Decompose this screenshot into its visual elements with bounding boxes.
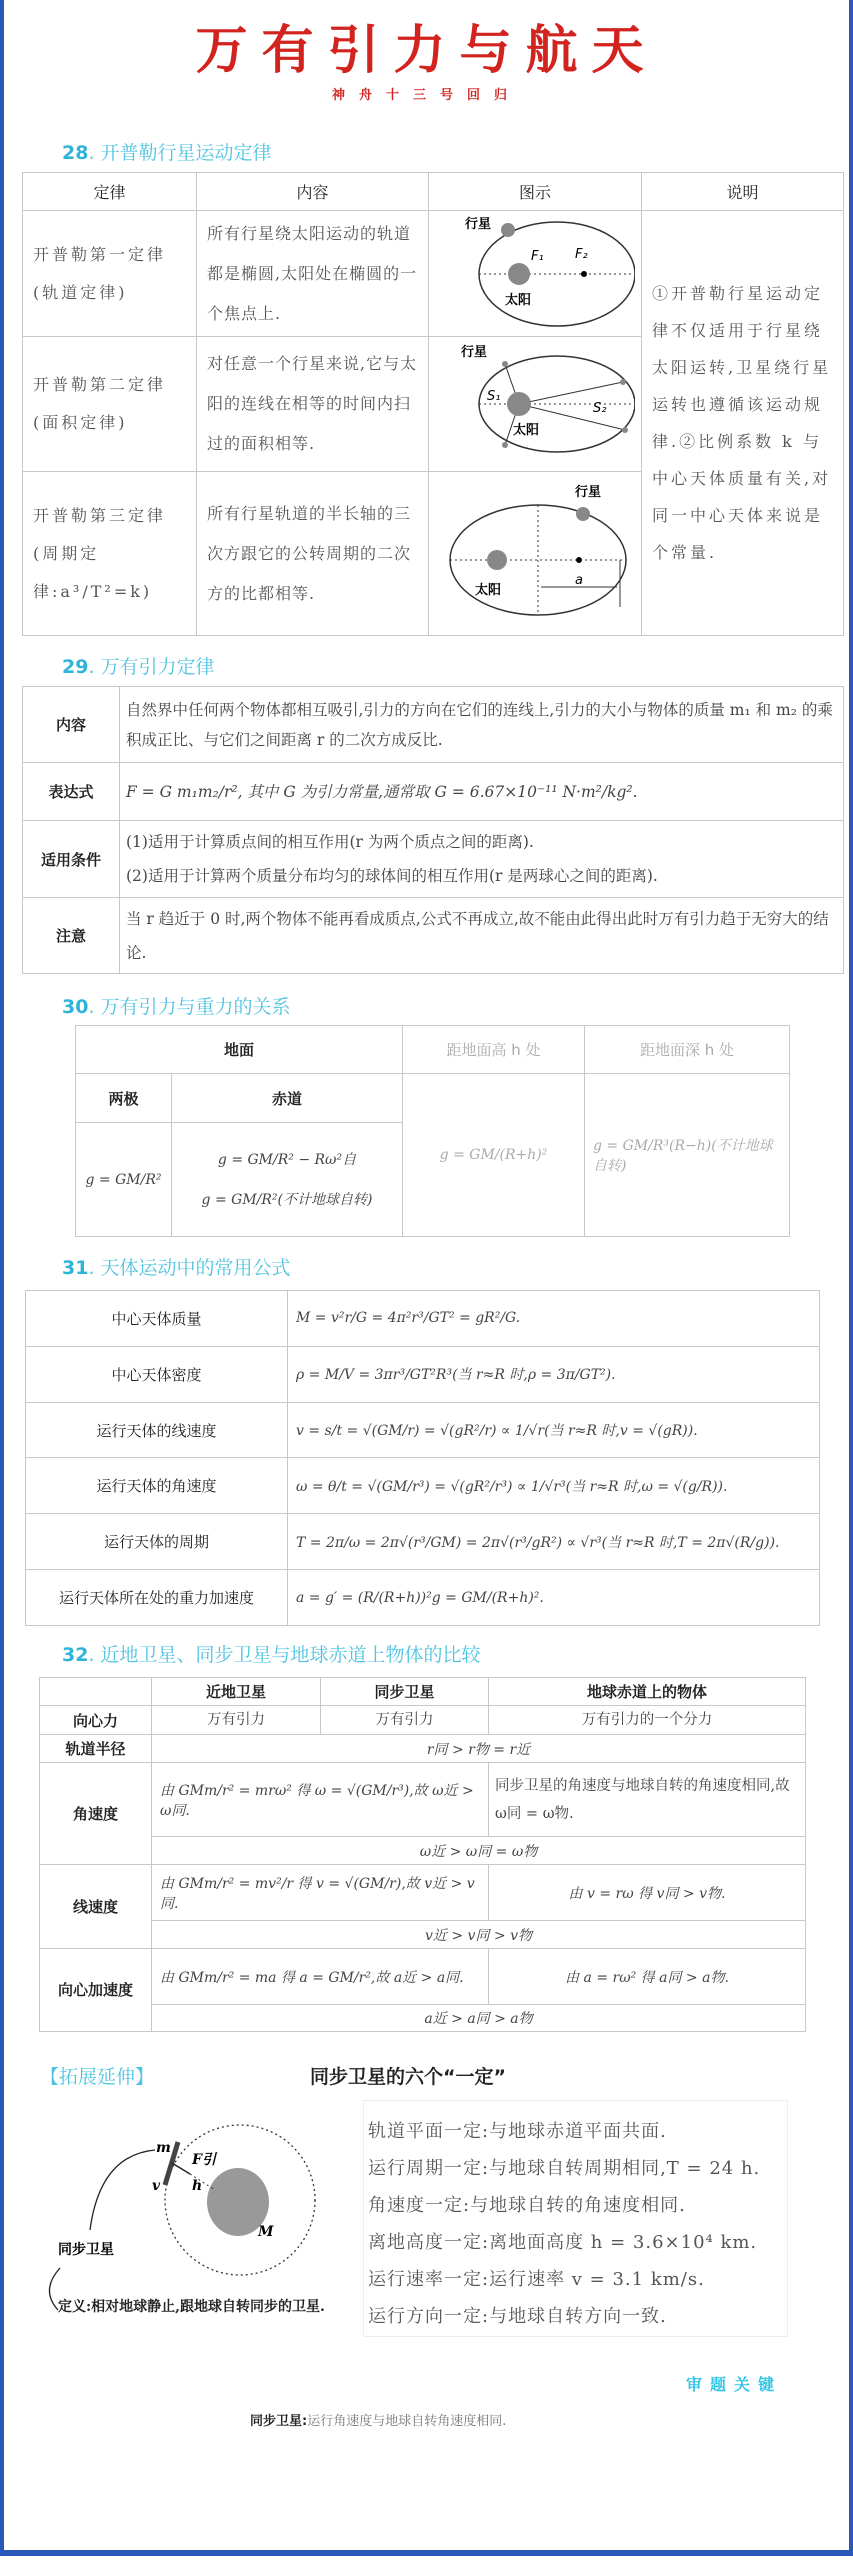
row-label: 内容 <box>23 687 120 763</box>
cell: 万有引力 <box>321 1706 489 1735</box>
sun-label: 太阳 <box>513 423 540 438</box>
law-alias: (面积定律) <box>33 413 128 432</box>
law-content: 所有行星轨道的半长轴的三次方跟它的公转周期的二次方的比都相等. <box>197 472 429 636</box>
force-label: F引 <box>192 2152 216 2168</box>
row-text: 自然界中任何两个物体都相互吸引,引力的方向在它们的连线上,引力的大小与物体的质量 m₁ 和 m₂ 的乘积成正比、与它们之间距离 r 的二次方成反比. <box>120 687 844 763</box>
satellite-label: 同步卫星 <box>58 2242 114 2258</box>
formula: ρ = M/V = 3πr³/GT²R³(当 r≈R 时,ρ = 3π/GT²). <box>288 1346 820 1402</box>
table-row <box>23 211 844 337</box>
law-name: 开普勒第二定律 <box>33 375 167 394</box>
section-28-heading: 28. 开普勒行星运动定律 <box>62 142 272 164</box>
earth-mass-label: M <box>258 2224 274 2240</box>
formula-depth: g = GM/R³(R−h)(不计地球自转) <box>585 1074 790 1237</box>
formula: a = g′ = (R/(R+h))²g = GM/(R+h)². <box>288 1570 820 1626</box>
section-32-heading: 32. 近地卫星、同步卫星与地球赤道上物体的比较 <box>62 1644 481 1666</box>
key-heading: 审题关键 <box>686 2375 783 2394</box>
header-ground: 地面 <box>76 1026 403 1074</box>
key-text <box>250 2410 506 2429</box>
cell: 同步卫星的角速度与地球自转的角速度相同,故 ω同 = ω物. <box>489 1763 806 1837</box>
height-label: h <box>192 2178 203 2194</box>
page-subtitle: 神舟十三号回归 <box>331 88 521 103</box>
page-title: 万有引力与航天 <box>195 21 658 81</box>
row-label: 表达式 <box>23 763 120 821</box>
row-label: 运行天体的角速度 <box>26 1458 288 1514</box>
satellite-definition: 定义:相对地球静止,跟地球自转同步的卫星. <box>58 2299 325 2315</box>
focus-label: F₁ <box>531 248 544 264</box>
area-label: S₂ <box>593 401 607 416</box>
section-title: 天体运动中的常用公式 <box>100 1257 291 1279</box>
row-label: 运行天体的线速度 <box>26 1402 288 1458</box>
table-row <box>26 1458 820 1514</box>
col-header: 同步卫星 <box>321 1678 489 1706</box>
cell: 万有引力的一个分力 <box>489 1706 806 1735</box>
formula: M = v²r/G = 4π²r³/GT² = gR²/G. <box>288 1291 820 1347</box>
mass-label: m <box>156 2140 171 2156</box>
satellite-comparison-table <box>39 1677 806 2032</box>
list-item: 角速度一定:与地球自转的角速度相同. <box>368 2195 686 2216</box>
key-value: 运行角速度与地球自转角速度相同. <box>307 2414 507 2429</box>
semi-axis-label: a <box>575 572 583 588</box>
table-row <box>26 1402 820 1458</box>
gravitation-law-table <box>22 686 844 974</box>
section-number: 32 <box>62 1644 89 1666</box>
section-number: 29 <box>62 656 89 678</box>
formula: T = 2π/ω = 2π√(r³/GM) = 2π√(r³/gR²) ∝ √r³(当 r≈R 时,T = 2π√(R/g)). <box>288 1514 820 1570</box>
list-item: 运行周期一定:与地球自转周期相同,T = 24 h. <box>368 2158 761 2179</box>
col-header: 近地卫星 <box>152 1678 321 1706</box>
formula-height: g = GM/(R+h)² <box>403 1074 585 1237</box>
extension-tag: 【拓展延伸】 <box>40 2066 155 2088</box>
col-header: 定律 <box>23 173 197 211</box>
header-equator: 赤道 <box>172 1074 403 1123</box>
kepler-table <box>22 172 844 636</box>
header-depth: 距地面深 h 处 <box>585 1026 790 1074</box>
velocity-label: v <box>152 2178 161 2194</box>
section-title: 近地卫星、同步卫星与地球赤道上物体的比较 <box>100 1644 481 1666</box>
row-label: 向心力 <box>40 1706 152 1735</box>
kepler-note: ①开普勒行星运动定律不仅适用于行星绕太阳运转,卫星绕行星运转也遵循该运动规律.②比例系数 k 与中心天体质量有关,对同一中心天体来说是个常量. <box>642 211 844 636</box>
equal-area-diagram <box>429 337 642 472</box>
table-row <box>26 1570 820 1626</box>
law-content: 所有行星绕太阳运动的轨道都是椭圆,太阳处在椭圆的一个焦点上. <box>197 211 429 337</box>
planet-label: 行星 <box>575 484 602 500</box>
row-text: (2)适用于计算两个质量分布均匀的球体间的相互作用(r 是两球心之间的距离). <box>126 867 658 885</box>
col-header: 内容 <box>197 173 429 211</box>
focus-label: F₂ <box>575 246 588 262</box>
header-height: 距地面高 h 处 <box>403 1026 585 1074</box>
cell: r同 > r物 = r近 <box>152 1735 806 1763</box>
section-number: 30 <box>62 996 89 1018</box>
law-name: 开普勒第三定律 <box>33 505 167 525</box>
row-text: (1)适用于计算质点间的相互作用(r 为两个质点之间的距离). <box>126 833 534 851</box>
row-label: 角速度 <box>40 1763 152 1865</box>
row-label: 适用条件 <box>23 821 120 898</box>
law-name: 开普勒第一定律 <box>33 244 167 264</box>
section-title: 万有引力与重力的关系 <box>100 996 291 1018</box>
row-label: 中心天体密度 <box>26 1346 288 1402</box>
list-item: 运行速率一定:运行速率 v = 3.1 km/s. <box>368 2269 705 2290</box>
ellipse-foci-diagram <box>429 211 642 337</box>
list-item: 运行方向一定:与地球自转方向一致. <box>368 2306 667 2327</box>
table-row <box>26 1514 820 1570</box>
cell: 由 a = rω² 得 a同 > a物. <box>489 1949 806 2005</box>
cell: 由 GMm/r² = mrω² 得 ω = √(GM/r³),故 ω近 > ω同. <box>152 1763 489 1837</box>
formula-equator-approx: g = GM/R²(不计地球自转) <box>201 1191 373 1208</box>
table-row <box>26 1291 820 1347</box>
law-content: 对任意一个行星来说,它与太阳的连线在相等的时间内扫过的面积相等. <box>197 337 429 472</box>
table-row <box>26 1346 820 1402</box>
section-30-heading: 30. 万有引力与重力的关系 <box>62 996 291 1018</box>
formula-pole: g = GM/R² <box>76 1123 172 1237</box>
row-label: 运行天体所在处的重力加速度 <box>26 1570 288 1626</box>
row-label: 线速度 <box>40 1865 152 1949</box>
area-label: S₁ <box>487 389 501 404</box>
extension-title: 同步卫星的六个“一定” <box>310 2066 506 2088</box>
section-29-heading: 29. 万有引力定律 <box>62 656 215 678</box>
row-label: 轨道半径 <box>40 1735 152 1763</box>
section-title: 万有引力定律 <box>100 656 215 678</box>
row-label: 运行天体的周期 <box>26 1514 288 1570</box>
col-header: 说明 <box>642 173 844 211</box>
cell: 由 GMm/r² = mv²/r 得 v = √(GM/r),故 v近 > v同. <box>152 1865 489 1921</box>
planet-label: 行星 <box>461 345 488 360</box>
cell: a近 > a同 > a物 <box>152 2005 806 2032</box>
cell: 由 GMm/r² = ma 得 a = GM/r²,故 a近 > a同. <box>152 1949 489 2005</box>
formula-equator: g = GM/R² − Rω²自 <box>217 1151 357 1168</box>
col-header: 地球赤道上的物体 <box>489 1678 806 1706</box>
six-constants-box <box>363 2100 788 2337</box>
cell: ω近 > ω同 = ω物 <box>152 1837 806 1865</box>
sun-label: 太阳 <box>475 582 502 598</box>
row-text: 当 r 趋近于 0 时,两个物体不能再看成质点,公式不再成立,故不能由此得出此时万有引力趋于无穷大的结论. <box>120 898 844 974</box>
gravity-relation-table <box>75 1025 790 1237</box>
cell: 万有引力 <box>152 1706 321 1735</box>
header-pole: 两极 <box>76 1074 172 1123</box>
list-item: 离地高度一定:离地面高度 h = 3.6×10⁴ km. <box>368 2232 758 2253</box>
list-item: 轨道平面一定:与地球赤道平面共面. <box>368 2121 667 2142</box>
planet-label: 行星 <box>465 216 492 232</box>
formula: ω = θ/t = √(GM/r³) = √(gR²/r³) ∝ 1/√r³(当 r≈R 时,ω = √(g/R)). <box>288 1458 820 1514</box>
sun-label: 太阳 <box>505 292 532 308</box>
col-header: 图示 <box>429 173 642 211</box>
row-label: 注意 <box>23 898 120 974</box>
row-label: 向心加速度 <box>40 1949 152 2032</box>
formulas-table <box>25 1290 820 1626</box>
row-label: 中心天体质量 <box>26 1291 288 1347</box>
section-title: 开普勒行星运动定律 <box>100 142 272 164</box>
section-number: 31 <box>62 1257 89 1279</box>
law-alias: (周期定律:a³/T²=k) <box>33 543 153 601</box>
key-label: 同步卫星: <box>250 2414 308 2429</box>
section-number: 28 <box>62 142 89 164</box>
row-text: F = G m₁m₂/r², 其中 G 为引力常量,通常取 G = 6.67×10⁻¹¹ N·m²/kg². <box>120 763 844 821</box>
semi-major-axis-diagram <box>429 472 642 636</box>
law-alias: (轨道定律) <box>33 282 128 302</box>
section-31-heading: 31. 天体运动中的常用公式 <box>62 1257 291 1279</box>
cell: v近 > v同 > v物 <box>152 1921 806 1949</box>
formula: v = s/t = √(GM/r) = √(gR²/r) ∝ 1/√r(当 r≈R 时,v = √(gR)). <box>288 1402 820 1458</box>
cell: 由 v = rω 得 v同 > v物. <box>489 1865 806 1921</box>
